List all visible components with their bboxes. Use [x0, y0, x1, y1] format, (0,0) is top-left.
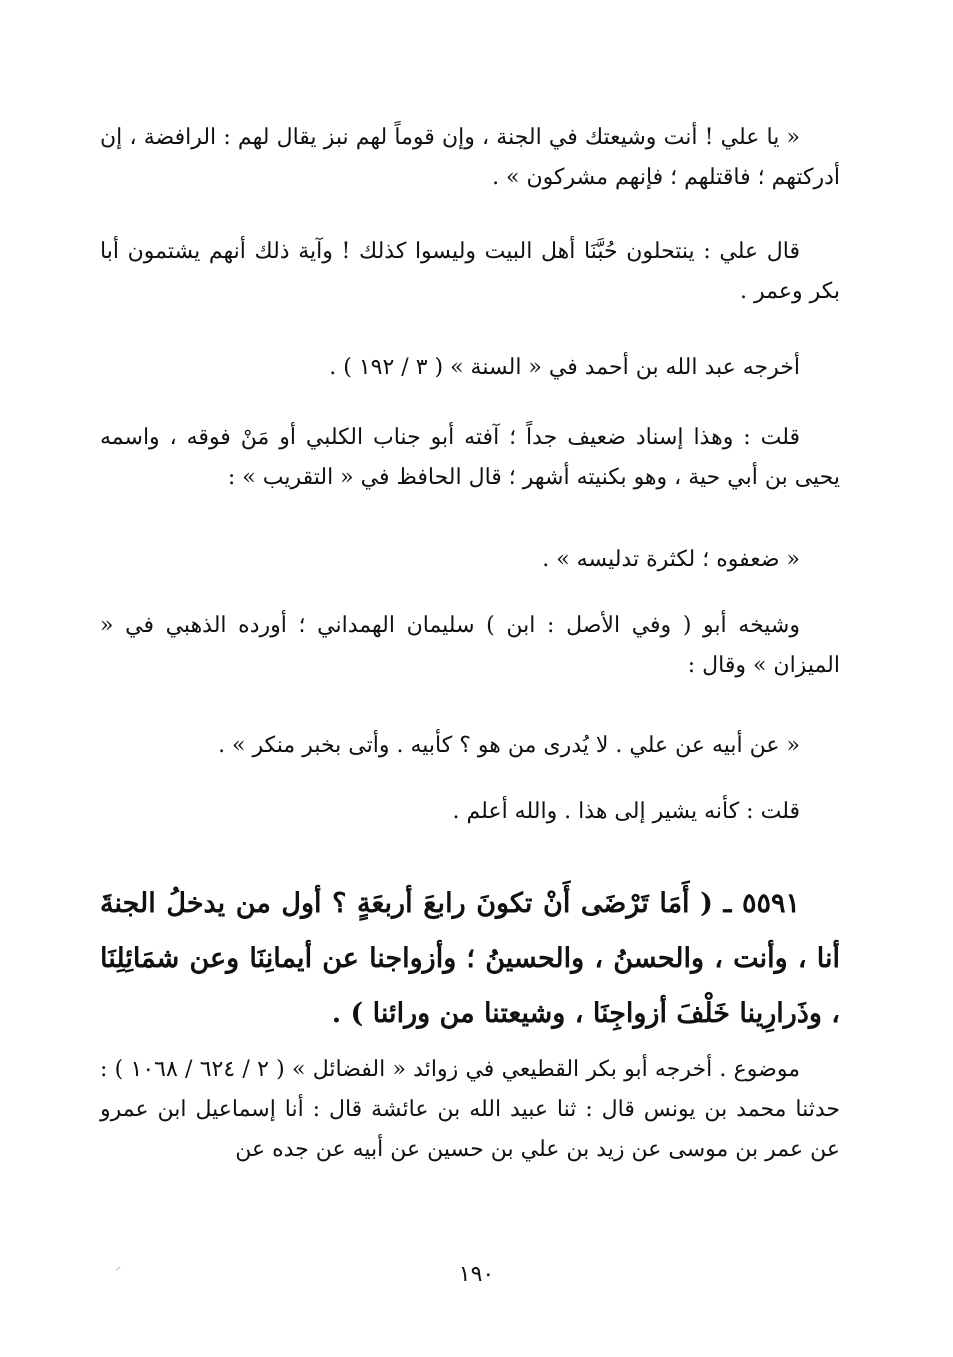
- paragraph-conclusion: قلت : كأنه يشير إلى هذا . والله أعلم .: [452, 799, 800, 824]
- hadith-heading: ٥٥٩١ ـ ( أَمَا تَرْضَى أَنْ تكونَ رابعَ أربعَةٍ ؟ أول من يدخلُ الجنةَ أنا ، وأنت ، والحسنُ ، والحسينُ ؛ وأزواجنا عن أيمانِنَا وعن شمَائِلِنَا ، وذَرارِينا خَلْفَ أزواجِنَا ، وشيعتنا من ورائنا ) .: [100, 888, 840, 1029]
- paragraph-mizan-quote: « عن أبيه عن علي . لا يُدرى من هو ؟ كأبيه . وأتى بخبر منكر » .: [218, 733, 800, 758]
- paragraph-hadith-quote: « يا علي ! أنت وشيعتك في الجنة ، وإن قوماً لهم نبز يقال لهم : الرافضة ، إن أدركتهم ؛ فاقتلهم ؛ فإنهم مشركون » .: [100, 125, 840, 190]
- paragraph-ali-statement: قال علي : ينتحلون حُبَّنَا أهل البيت وليسوا كذلك ! وآية ذلك أنهم يشتمون أبا بكر وعمر .: [100, 239, 840, 304]
- paragraph-isnad-critique: قلت : وهذا إسناد ضعيف جداً ؛ آفته أبو جناب الكلبي أو مَنْ فوقه ، واسمه يحيى بن أبي حية ، وهو بكنيته أشهر ؛ قال الحافظ في « التقريب » :: [100, 425, 840, 490]
- paragraph-shaykh: وشيخه أبو ( وفي الأصل : ابن ) سليمان الهمداني ؛ أورده الذهبي في « الميزان » وقال :: [100, 613, 840, 678]
- paragraph-takhrij: موضوع . أخرجه أبو بكر القطيعي في زوائد « الفضائل » ( ٢ / ٦٢٤ / ١٠٦٨ ) : حدثنا محمد بن يونس قال : ثنا عبيد الله بن عائشة قال : أنا إسماعيل ابن عمرو عن عمر بن موسى عن زيد بن علي بن حسين عن أبيه عن جده عن: [100, 1057, 840, 1162]
- paragraph-taqrib-quote: « ضعفوه ؛ لكثرة تدليسه » .: [542, 547, 800, 572]
- page-number: ١٩٠: [458, 1262, 495, 1287]
- paragraph-source: أخرجه عبد الله بن أحمد في « السنة » ( ٣ / ١٩٢ ) .: [329, 355, 800, 380]
